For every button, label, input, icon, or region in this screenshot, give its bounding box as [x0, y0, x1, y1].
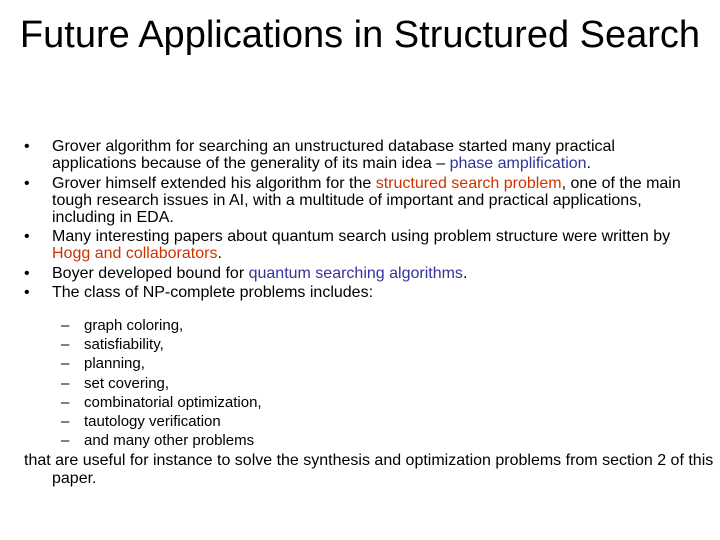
bullet-text: Boyer developed bound for: [52, 264, 249, 282]
bullet-text-end: .: [462, 264, 468, 282]
dash-icon: –: [61, 317, 70, 334]
bullet-item: [24, 228, 694, 262]
bullet-highlight: structured search problem: [375, 174, 562, 192]
dash-icon: –: [61, 432, 70, 450]
sub-list-item: [61, 374, 461, 393]
bullet-icon: •: [24, 138, 30, 155]
sub-list-item: [61, 393, 461, 412]
sub-list-item: [61, 431, 461, 450]
sub-item-text: tautology verification: [84, 413, 221, 431]
bullet-text-end: , one of the main tough research issues in AI, with a multitude of important and practical applications, including in EDA.: [52, 174, 681, 226]
sub-list-item: [61, 335, 461, 354]
footer-text: that are useful for instance to solve the synthesis and optimization problems from section 2 of this paper.: [24, 452, 714, 487]
bullet-item: [24, 138, 694, 172]
sub-item-text: combinatorial optimization,: [84, 393, 262, 411]
bullet-list: [24, 138, 694, 304]
sub-list-item: [61, 412, 461, 431]
bullet-highlight: Hogg and collaborators: [52, 245, 218, 262]
bullet-icon: •: [24, 174, 30, 192]
bullet-item: [24, 284, 694, 301]
sub-item-text: satisfiability,: [84, 336, 164, 354]
bullet-text: The class of NP-complete problems includes:: [52, 284, 374, 301]
bullet-highlight: quantum searching algorithms: [248, 264, 463, 282]
bullet-text-end: .: [586, 155, 591, 172]
bullet-icon: •: [24, 284, 30, 301]
bullet-text: Grover algorithm for searching an unstructured database started many practical applications because of the generality of its main idea –: [52, 138, 615, 172]
sub-list-item: [61, 316, 461, 335]
dash-icon: –: [61, 393, 70, 411]
bullet-highlight: phase amplification: [449, 155, 587, 172]
bullet-item: [24, 175, 694, 226]
bullet-text: Many interesting papers about quantum search using problem structure were written by: [52, 228, 671, 245]
slide-title: Future Applications in Structured Search: [19, 14, 701, 56]
sub-list-item: [61, 354, 461, 373]
sub-item-text: set covering,: [84, 374, 170, 392]
bullet-text-end: .: [217, 245, 222, 262]
bullet-icon: •: [24, 228, 30, 245]
dash-icon: –: [61, 336, 70, 354]
sub-item-text: planning,: [84, 355, 145, 373]
dash-icon: –: [61, 374, 70, 392]
dash-icon: –: [61, 355, 70, 373]
sub-item-text: and many other problems: [84, 432, 255, 450]
bullet-icon: •: [24, 264, 30, 282]
sub-list: [61, 316, 461, 450]
bullet-item: [24, 265, 694, 282]
sub-item-text: graph coloring,: [84, 317, 184, 334]
bullet-text: Grover himself extended his algorithm for the: [52, 174, 376, 192]
dash-icon: –: [61, 413, 70, 431]
